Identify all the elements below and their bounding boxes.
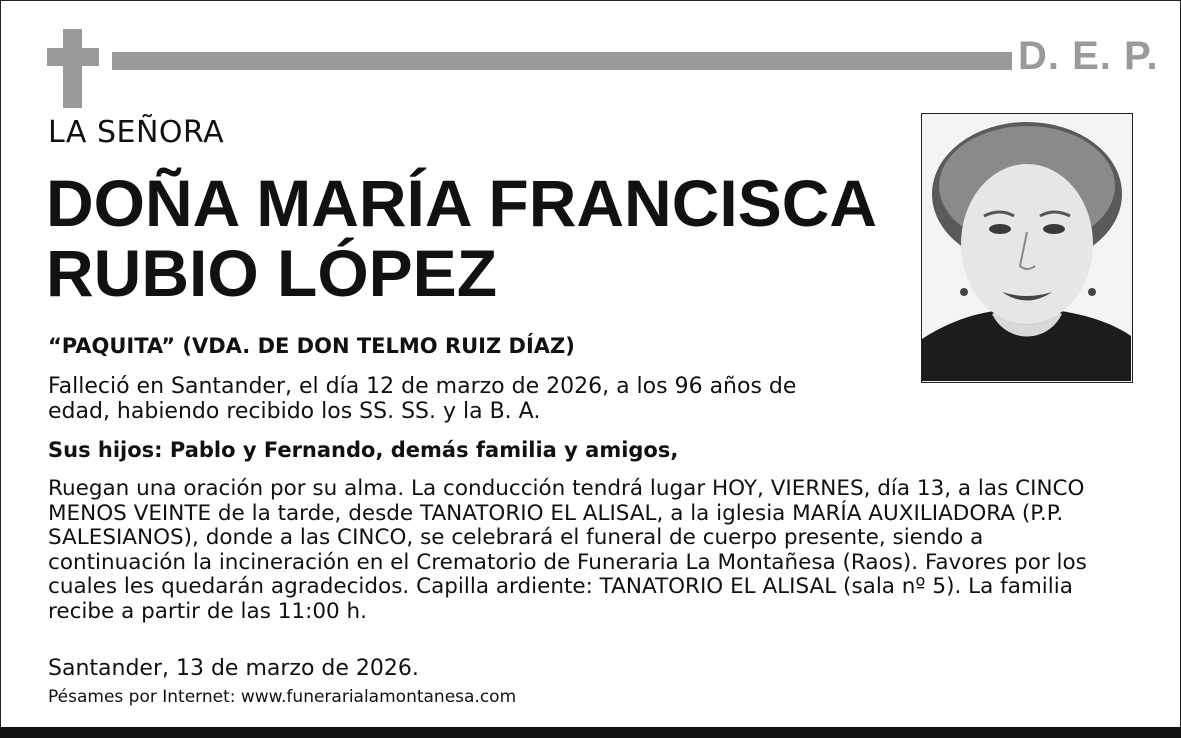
ceremony-details: Ruegan una oración por su alma. La conducción tendrá lugar HOY, VIERNES, día 13, a las CINCO MENOS VEINTE de la tarde, desde TANATORIO EL ALISAL, a la iglesia MARÍA AUXILIADORA (P.P. SALESIANOS), donde a las CINCO, se celebrará el funeral de cuerpo presente, siendo a continuación la incineración en el Crematorio de Funeraria La Montañesa (Raos). Favores por los cuales les quedarán agradecidos. Capilla ardiente: TANATORIO EL ALISAL (sala nº 5). La familia recibe a partir de las 11:00 h. bbox=[48, 476, 1087, 624]
deceased-name-line1: DOÑA MARÍA FRANCISCA bbox=[46, 166, 878, 240]
honorific-title: LA SEÑORA bbox=[48, 115, 225, 150]
deceased-nickname: “PAQUITA” (VDA. DE DON TELMO RUIZ DÍAZ) bbox=[48, 334, 575, 358]
header-rule bbox=[112, 52, 1012, 70]
family-line: Sus hijos: Pablo y Fernando, demás familia y amigos, bbox=[48, 438, 679, 462]
condolences-website: Pésames por Internet: www.funerarialamontanesa.com bbox=[48, 687, 517, 707]
bottom-bar bbox=[0, 727, 1181, 738]
dep-label: D. E. P. bbox=[1018, 34, 1159, 78]
portrait-photo bbox=[921, 113, 1133, 383]
deceased-name bbox=[46, 168, 877, 308]
deceased-name-line2: RUBIO LÓPEZ bbox=[46, 236, 498, 310]
place-date: Santander, 13 de marzo de 2026. bbox=[48, 656, 419, 681]
death-notice: Falleció en Santander, el día 12 de marzo de 2026, a los 96 años de edad, habiendo recibido los SS. SS. y la B. A. bbox=[48, 374, 797, 424]
